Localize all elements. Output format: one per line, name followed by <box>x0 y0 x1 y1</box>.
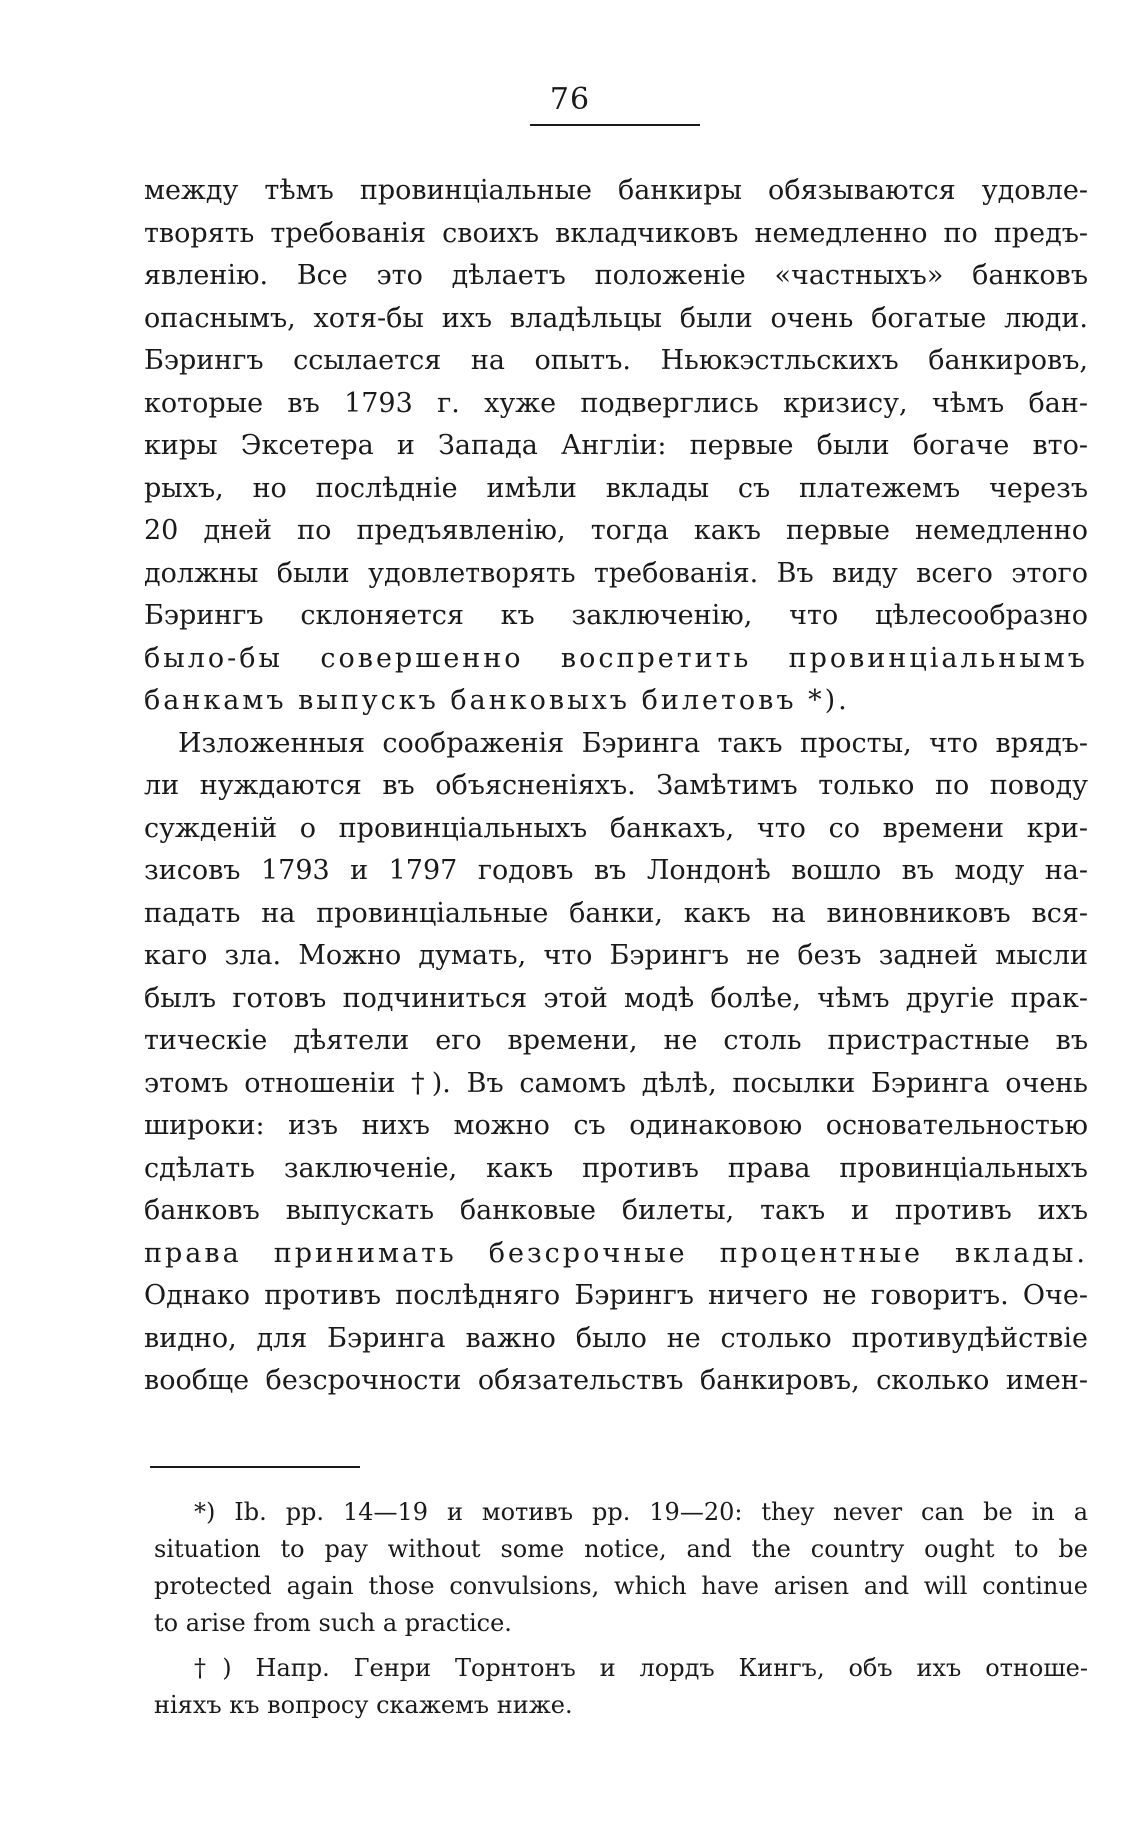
text-line: ли нуждаются въ объясненіяхъ. Замѣтимъ только по поводу <box>144 770 1088 801</box>
text-line: опаснымъ, хотя-бы ихъ владѣльцы были очень богатые люди. <box>144 302 1088 334</box>
text-line: банковъ выпускать банковые билеты, такъ и противъ ихъ <box>144 1195 1088 1226</box>
text-line: каго зла. Можно думать, что Бэрингъ не безъ задней мысли <box>144 940 1088 971</box>
footnote-gap <box>154 1642 1088 1650</box>
text-line: которые въ 1793 г. хуже подверглись кризису, чѣмъ бан- <box>144 387 1088 419</box>
text-line: Бэрингъ склоняется къ заключенію, что цѣлесообразно <box>144 600 1088 631</box>
body-text <box>144 170 1088 1403</box>
footnote-star-line: situation to pay without some notice, and the country ought to be <box>154 1535 1088 1563</box>
text-line: явленію. Все это дѣлаетъ положеніе «частныхъ» банковъ <box>144 260 1088 291</box>
text-line: падать на провинціальные банки, какъ на виновниковъ вся- <box>144 897 1088 929</box>
text-line: видно, для Бэринга важно было не столько противудѣйствіе <box>144 1322 1088 1354</box>
text-line: Однако противъ послѣдняго Бэрингъ ничего не говоритъ. Оче- <box>144 1280 1088 1311</box>
text-line: широки: изъ нихъ можно съ одинаковою основательностью <box>144 1110 1088 1141</box>
footnote-star-line: *) Ib. pp. 14—19 и мотивъ pp. 19—20: they never can be in a <box>194 1498 1088 1526</box>
text-line: творять требованія своихъ вкладчиковъ немедленно по предъ- <box>144 217 1088 249</box>
text-line: между тѣмъ провинціальные банкиры обязываются удовле- <box>144 175 1088 206</box>
text-line: Изложенныя соображенія Бэринга такъ просты, что врядъ- <box>178 727 1088 759</box>
text-line: 20 дней по предъявленію, тогда какъ первые немедленно <box>144 515 1088 546</box>
text-line: этомъ отношеніи †). Въ самомъ дѣлѣ, посылки Бэринга очень <box>144 1067 1088 1099</box>
text-line: зисовъ 1793 и 1797 годовъ въ Лондонѣ вошло въ моду на- <box>144 855 1088 886</box>
page-number-rule <box>530 124 700 126</box>
text-line: должны были удовлетворять требованія. Въ виду всего этого <box>144 557 1088 589</box>
text-line: былъ готовъ подчиниться этой модѣ болѣе, чѣмъ другіе прак- <box>144 982 1088 1014</box>
text-line: рыхъ, но послѣдніе имѣли вклады съ платежемъ черезъ <box>144 472 1088 504</box>
footnotes <box>154 1494 1088 1724</box>
text-line: сужденій о провинціальныхъ банкахъ, что со времени кри- <box>144 812 1088 844</box>
page-number: 76 <box>549 82 591 117</box>
text-line: сдѣлать заключеніе, какъ противъ права провинціальныхъ <box>144 1152 1088 1184</box>
text-line: Бэрингъ ссылается на опытъ. Ньюкэстльскихъ банкировъ, <box>144 345 1088 376</box>
text-line: вообще безсрочности обязательствъ банкировъ, сколько имен- <box>144 1365 1088 1396</box>
footnote-dagger-line: ніяхъ къ вопросу скажемъ ниже. <box>154 1691 573 1719</box>
footnote-dagger-line: †) Напр. Генри Торнтонъ и лордъ Кингъ, объ ихъ отноше- <box>194 1654 1088 1682</box>
text-line: банкамъ выпускъ банковыхъ билетовъ *). <box>144 685 850 716</box>
text-line: права принимать безсрочные процентные вклады. <box>144 1237 1088 1269</box>
text-line: киры Эксетера и Запада Англіи: первые были богаче вто- <box>144 430 1088 461</box>
footnote-separator <box>150 1466 360 1468</box>
text-line: было-бы совершенно воспретить провинціальнымъ <box>144 642 1088 674</box>
text-line: тическіе дѣятели его времени, не столь пристрастные въ <box>144 1025 1088 1056</box>
footnote-star-line: to arise from such a practice. <box>154 1609 512 1637</box>
footnote-star-line: protected again those convulsions, which have arisen and will continue <box>154 1572 1088 1600</box>
